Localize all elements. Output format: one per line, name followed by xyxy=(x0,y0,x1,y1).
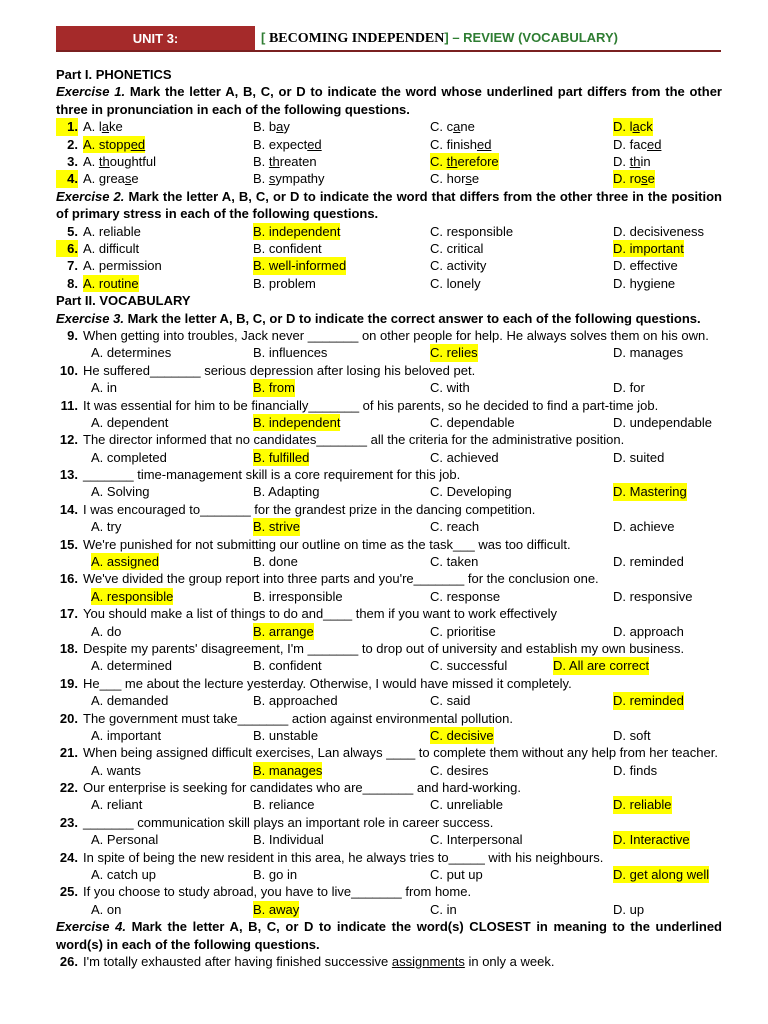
underlined-part: th xyxy=(98,153,110,169)
exercise-1-instruction: Exercise 1. Mark the letter A, B, C, or D to indicate the word whose underlined part differs from the other three in pronunciation in each of the following questions. xyxy=(56,84,722,117)
option-c[interactable]: C. achieved xyxy=(430,449,499,465)
option-a[interactable]: A. in xyxy=(91,380,118,396)
option-d[interactable]: D. achieve xyxy=(613,519,675,535)
question-row xyxy=(56,814,722,831)
options-row xyxy=(56,414,722,431)
option-c[interactable]: C. responsible xyxy=(430,223,514,239)
option-text: B. b xyxy=(253,119,277,135)
options-row xyxy=(56,657,722,674)
question-number: 14. xyxy=(59,501,78,517)
question-row xyxy=(56,362,722,379)
option-d[interactable]: D. All are correct xyxy=(553,658,650,674)
option-a[interactable]: A. determined xyxy=(91,658,172,674)
option-a[interactable]: A. reliable xyxy=(83,223,141,239)
option-text: A. grea xyxy=(83,171,125,187)
option-d[interactable]: D. responsive xyxy=(613,588,693,604)
options-row xyxy=(56,449,722,466)
option-text: ke xyxy=(109,119,123,135)
option-d[interactable]: D. Mastering xyxy=(613,484,687,500)
question-row xyxy=(56,118,722,135)
option-b[interactable]: B. done xyxy=(253,554,298,570)
question-number: 21. xyxy=(59,745,78,761)
option-b[interactable]: B. irresponsible xyxy=(253,588,343,604)
question-row xyxy=(56,779,722,796)
option-a[interactable]: A. difficult xyxy=(83,240,140,256)
question-text: When being assigned difficult exercises, Lan always ____ to complete them without any help from her teacher. xyxy=(83,745,718,761)
option-a[interactable]: A. determines xyxy=(91,345,172,361)
question-row xyxy=(56,501,722,518)
question-text: We're punished for not submitting our outline on time as the task___ was too difficult. xyxy=(83,536,571,552)
question-number: 6. xyxy=(56,240,78,257)
question-number: 13. xyxy=(59,467,78,483)
option-a[interactable] xyxy=(83,118,123,135)
exercise-3-instruction: Exercise 3. Mark the letter A, B, C, or D to indicate the correct answer to each of the following questions. xyxy=(56,310,701,326)
exercise-1-list xyxy=(56,118,722,188)
question-26 xyxy=(56,953,722,970)
options-row xyxy=(56,866,722,883)
option-c[interactable]: C. relies xyxy=(430,345,478,361)
option-a[interactable]: A. Solving xyxy=(91,484,150,500)
question-row xyxy=(56,136,722,153)
option-a[interactable]: A. wants xyxy=(91,762,141,778)
option-a[interactable]: A. try xyxy=(91,519,122,535)
option-b[interactable] xyxy=(253,153,317,170)
option-c[interactable]: C. said xyxy=(430,693,471,709)
exercise-2-instruction: Exercise 2. Mark the letter A, B, C, or D to indicate the word that differs from the other three in the position of primary stress in each of the following questions. xyxy=(56,188,722,222)
question-number: 10. xyxy=(59,362,78,378)
option-c[interactable] xyxy=(430,153,499,170)
question-row xyxy=(56,153,722,170)
option-text: A. xyxy=(83,153,99,169)
question-row xyxy=(56,849,722,866)
options-row xyxy=(56,588,722,605)
underlined-part: th xyxy=(629,153,641,169)
question-number: 4. xyxy=(56,170,78,187)
options-row xyxy=(56,344,722,361)
option-text: e xyxy=(471,171,480,187)
option-c[interactable]: C. with xyxy=(430,380,470,396)
question-number: 23. xyxy=(59,814,78,830)
option-c[interactable]: C. in xyxy=(430,901,457,917)
option-a[interactable]: A. permission xyxy=(83,258,162,274)
option-d[interactable]: D. undependable xyxy=(613,414,713,430)
underlined-part: a xyxy=(453,119,461,135)
option-c[interactable]: C. lonely xyxy=(430,275,481,291)
option-c[interactable]: C. successful xyxy=(430,658,508,674)
part-2-title: Part II. VOCABULARY xyxy=(56,293,191,309)
option-a[interactable]: A. completed xyxy=(91,449,167,465)
option-c[interactable] xyxy=(430,170,479,187)
exercise-2-list xyxy=(56,223,722,293)
question-row xyxy=(56,536,722,553)
option-b[interactable]: B. well-informed xyxy=(253,258,347,274)
question-number: 2. xyxy=(67,136,78,152)
option-text: ympathy xyxy=(275,171,325,187)
question-number: 11. xyxy=(60,397,78,413)
question-number: 22. xyxy=(59,780,78,796)
option-b[interactable]: B. approached xyxy=(253,693,338,709)
option-c[interactable]: C. desires xyxy=(430,762,489,778)
option-d[interactable]: D. get along well xyxy=(613,867,710,883)
options-row xyxy=(56,692,722,709)
option-d[interactable]: D. effective xyxy=(613,258,678,274)
question-text: You should make a list of things to do and____ them if you want to work effectively xyxy=(83,606,558,622)
question-number: 19. xyxy=(59,675,78,691)
underlined-part: s xyxy=(641,171,648,187)
option-c[interactable]: C. Developing xyxy=(430,484,512,500)
part-1-title: Part I. PHONETICS xyxy=(56,67,172,82)
option-a[interactable]: A. demanded xyxy=(91,693,169,709)
option-text: B. xyxy=(253,171,269,187)
option-c[interactable]: C. prioritise xyxy=(430,623,496,639)
worksheet-content xyxy=(56,66,722,970)
option-a[interactable]: A. important xyxy=(91,727,162,743)
option-a[interactable]: A. catch up xyxy=(91,867,157,883)
options-row xyxy=(56,553,722,570)
question-row xyxy=(56,223,722,240)
page-header xyxy=(56,26,721,52)
options-row xyxy=(56,901,722,918)
question-row xyxy=(56,640,722,657)
question-number: 17. xyxy=(59,606,78,622)
question-row xyxy=(56,257,722,274)
exercise-4-instruction: Exercise 4. Mark the letter A, B, C, or D to indicate the word(s) CLOSEST in meaning to the underlined word(s) in each of the following questions. xyxy=(56,919,722,952)
option-b[interactable]: B. unstable xyxy=(253,727,319,743)
underlined-part: a xyxy=(101,119,110,135)
question-text: It was essential for him to be financially_______ of his parents, so he decided to find a part-time job. xyxy=(83,397,659,413)
question-text: The director informed that no candidates_______ all the criteria for the administrative position. xyxy=(83,432,625,448)
option-text: erefore xyxy=(457,153,499,169)
option-b[interactable]: B. Individual xyxy=(253,832,324,848)
underlined-part: a xyxy=(276,119,284,135)
question-number: 7. xyxy=(67,258,78,274)
option-text: e xyxy=(647,171,655,187)
option-text: ck xyxy=(639,119,653,135)
underlined-word: assignments xyxy=(391,954,465,970)
option-text: reaten xyxy=(279,153,317,169)
question-number: 26. xyxy=(59,954,78,970)
unit-title: [ BECOMING INDEPENDEN] – REVIEW (VOCABULARY) xyxy=(261,30,618,46)
option-d[interactable]: D. decisiveness xyxy=(613,223,705,239)
option-d[interactable]: D. important xyxy=(613,240,684,256)
option-b[interactable]: B. go in xyxy=(253,867,298,883)
question-row xyxy=(56,883,722,900)
option-b[interactable]: B. independent xyxy=(253,414,341,430)
question-row xyxy=(56,275,722,292)
options-row xyxy=(56,762,722,779)
option-d[interactable]: D. suited xyxy=(613,449,665,465)
question-row xyxy=(56,605,722,622)
options-row xyxy=(56,727,722,744)
option-d[interactable]: D. finds xyxy=(613,762,658,778)
option-d[interactable] xyxy=(613,153,651,170)
unit-label: UNIT 3: xyxy=(56,26,255,50)
option-d[interactable]: D. soft xyxy=(613,727,651,743)
option-a[interactable] xyxy=(83,170,139,187)
options-row xyxy=(56,518,722,535)
option-c[interactable]: C. put up xyxy=(430,867,483,883)
question-text: He___ me about the lecture yesterday. Otherwise, I would have missed it completely. xyxy=(83,675,572,691)
option-text: A. stopp xyxy=(83,136,131,152)
option-a[interactable]: A. on xyxy=(91,901,122,917)
question-number: 16. xyxy=(59,571,78,587)
question-row xyxy=(56,240,722,257)
question-text: _______ time-management skill is a core requirement for this job. xyxy=(83,467,461,483)
question-number: 1. xyxy=(56,118,78,135)
option-b[interactable]: B. reliance xyxy=(253,797,315,813)
question-text: We've divided the group report into three parts and you're_______ for the conclusion one. xyxy=(83,571,599,587)
option-d[interactable]: D. manages xyxy=(613,345,684,361)
option-d[interactable]: D. Interactive xyxy=(613,832,690,848)
option-b[interactable]: B. manages xyxy=(253,762,323,778)
question-text: In spite of being the new resident in this area, he always tries to_____ with his neighbours. xyxy=(83,849,604,865)
option-c[interactable]: C. reach xyxy=(430,519,480,535)
underlined-part: ed xyxy=(646,136,662,152)
option-text: e xyxy=(131,171,139,187)
option-text: C. finish xyxy=(430,136,477,152)
option-b[interactable]: B. strive xyxy=(253,519,300,535)
question-text: I was encouraged to_______ for the grandest prize in the dancing competition. xyxy=(83,501,536,517)
option-c[interactable]: C. dependable xyxy=(430,414,515,430)
question-number: 25. xyxy=(59,884,78,900)
option-b[interactable]: B. problem xyxy=(253,275,316,291)
option-d[interactable]: D. hygiene xyxy=(613,275,676,291)
question-row xyxy=(56,570,722,587)
underlined-part: ed xyxy=(307,136,322,152)
option-d[interactable]: D. reminded xyxy=(613,693,684,709)
option-a[interactable]: A. reliant xyxy=(91,797,143,813)
option-c[interactable] xyxy=(430,136,491,153)
underlined-part: th xyxy=(268,153,280,169)
option-text: A. l xyxy=(83,119,102,135)
option-b[interactable]: B. away xyxy=(253,901,300,917)
option-b[interactable]: B. independent xyxy=(253,223,341,239)
question-text: _______ communication skill plays an important role in career success. xyxy=(83,814,494,830)
option-b[interactable] xyxy=(253,136,322,153)
question-row xyxy=(56,466,722,483)
question-number: 15. xyxy=(59,536,78,552)
underlined-part: ed xyxy=(130,136,146,152)
underlined-part: s xyxy=(268,171,276,187)
option-a[interactable] xyxy=(83,136,145,153)
question-text: Our enterprise is seeking for candidates who are_______ and hard-working. xyxy=(83,780,521,796)
option-text: D. l xyxy=(613,119,633,135)
question-number: 9. xyxy=(67,327,78,343)
option-d[interactable]: D. approach xyxy=(613,623,684,639)
option-text: C. xyxy=(430,153,447,169)
question-text: The government must take_______ action against environmental pollution. xyxy=(83,710,513,726)
question-text: When getting into troubles, Jack never _______ on other people for help. He always solves them on his own. xyxy=(83,327,709,343)
option-text: B. xyxy=(253,153,269,169)
underlined-part: th xyxy=(446,153,458,169)
option-c[interactable]: C. decisive xyxy=(430,727,494,743)
question-number: 24. xyxy=(59,849,78,865)
options-row xyxy=(56,623,722,640)
option-b[interactable]: B. confident xyxy=(253,658,322,674)
option-b[interactable]: B. confident xyxy=(253,240,322,256)
question-row xyxy=(56,327,722,344)
option-c[interactable]: C. taken xyxy=(430,554,479,570)
question-row xyxy=(56,744,722,761)
option-c[interactable]: C. response xyxy=(430,588,501,604)
option-d[interactable] xyxy=(613,170,655,187)
option-text: D. fac xyxy=(613,136,647,152)
option-d[interactable]: D. for xyxy=(613,380,645,396)
question-row xyxy=(56,431,722,448)
option-text: D. ro xyxy=(613,171,642,187)
option-a[interactable]: A. assigned xyxy=(91,554,159,570)
option-a[interactable]: A. do xyxy=(91,623,122,639)
options-row xyxy=(56,379,722,396)
option-text: B. expect xyxy=(253,136,308,152)
option-text: in xyxy=(640,153,651,169)
question-text: He suffered_______ serious depression after losing his beloved pet. xyxy=(83,362,476,378)
option-b[interactable] xyxy=(253,118,290,135)
underlined-part: s xyxy=(124,171,132,187)
option-text: ne xyxy=(460,119,475,135)
option-text: C. c xyxy=(430,119,454,135)
option-d[interactable] xyxy=(613,118,653,135)
option-text: y xyxy=(283,119,290,135)
question-text: Despite my parents' disagreement, I'm _______ to drop out of university and establish my own business. xyxy=(83,640,685,656)
question-number: 12. xyxy=(59,432,78,448)
question-row xyxy=(56,397,722,414)
underlined-part: s xyxy=(465,171,472,187)
question-text: I'm totally exhausted after having finished successive assignments in only a week. xyxy=(83,954,555,970)
option-a[interactable]: A. routine xyxy=(83,275,139,291)
question-number: 5. xyxy=(67,223,78,239)
question-row xyxy=(56,675,722,692)
option-b[interactable]: B. arrange xyxy=(253,623,314,639)
option-text: C. hor xyxy=(430,171,466,187)
underlined-part: ed xyxy=(476,136,492,152)
option-a[interactable]: A. Personal xyxy=(91,832,159,848)
option-text: oughtful xyxy=(109,153,157,169)
option-d[interactable]: D. reminded xyxy=(613,554,684,570)
question-number: 18. xyxy=(59,640,78,656)
option-b[interactable]: B. Adapting xyxy=(253,484,320,500)
option-d[interactable]: D. up xyxy=(613,901,645,917)
option-c[interactable]: C. unreliable xyxy=(430,797,503,813)
option-b[interactable]: B. from xyxy=(253,380,295,396)
option-c[interactable]: C. critical xyxy=(430,240,484,256)
option-d[interactable]: D. reliable xyxy=(613,797,672,813)
underlined-part: a xyxy=(632,119,640,135)
option-a[interactable] xyxy=(83,153,156,170)
option-b[interactable]: B. influences xyxy=(253,345,328,361)
option-d[interactable] xyxy=(613,136,661,153)
exercise-3-list xyxy=(56,327,722,918)
question-row xyxy=(56,170,722,187)
question-number: 20. xyxy=(59,710,78,726)
option-text: D. xyxy=(613,153,630,169)
option-c[interactable] xyxy=(430,118,475,135)
options-row xyxy=(56,796,722,813)
question-text: If you choose to study abroad, you have to live_______ from home. xyxy=(83,884,472,900)
question-number: 3. xyxy=(67,153,78,169)
option-b[interactable]: B. fulfilled xyxy=(253,449,310,465)
options-row xyxy=(56,831,722,848)
options-row xyxy=(56,483,722,500)
option-a[interactable]: A. dependent xyxy=(91,414,169,430)
option-c[interactable]: C. Interpersonal xyxy=(430,832,523,848)
option-c[interactable]: C. activity xyxy=(430,258,487,274)
question-number: 8. xyxy=(67,275,78,291)
option-b[interactable] xyxy=(253,170,325,187)
question-row xyxy=(56,710,722,727)
option-a[interactable]: A. responsible xyxy=(91,588,174,604)
